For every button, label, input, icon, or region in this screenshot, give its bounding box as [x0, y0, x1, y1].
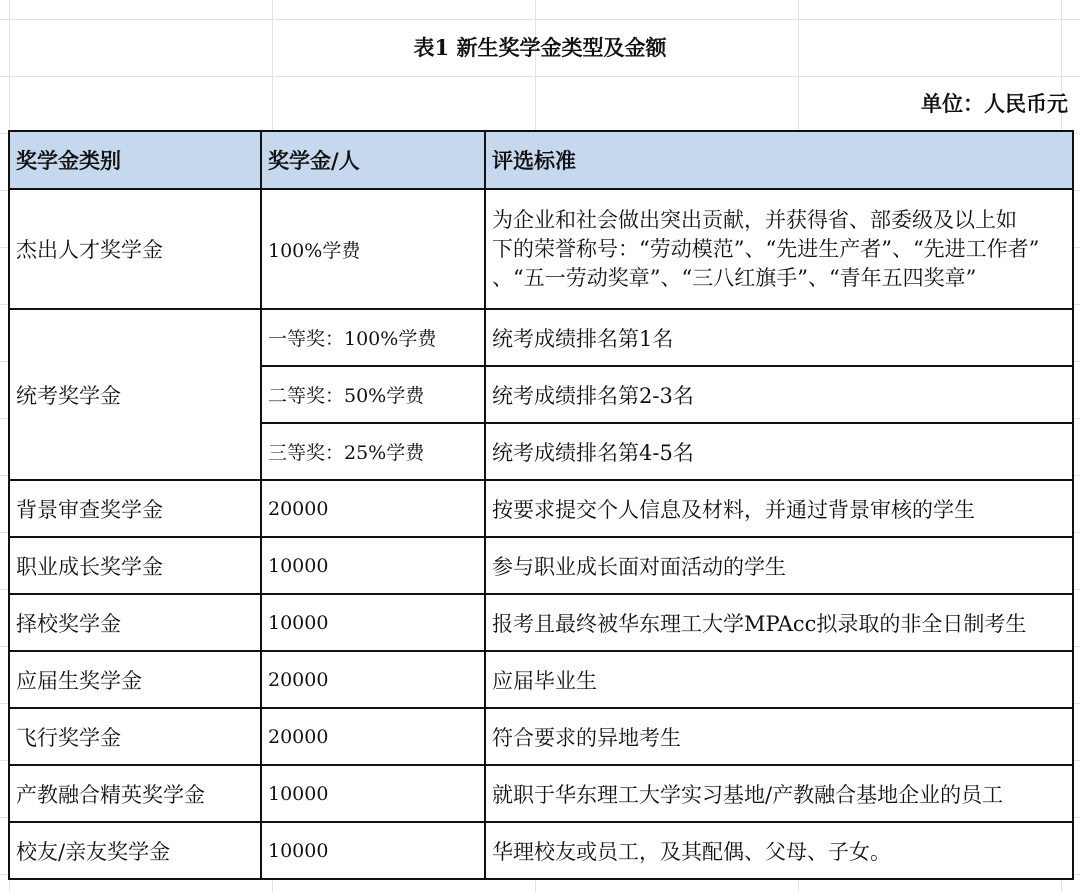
criteria-cell[interactable]: 华理校友或员工，及其配偶、父母、子女。: [485, 822, 1073, 879]
criteria-cell[interactable]: 统考成绩排名第4-5名: [485, 423, 1073, 480]
table-header-row: [9, 131, 1073, 189]
category-cell[interactable]: 应届生奖学金: [9, 651, 261, 708]
criteria-cell[interactable]: 统考成绩排名第1名: [485, 309, 1073, 366]
amount-cell[interactable]: 20000: [261, 651, 485, 708]
criteria-line: 为企业和社会做出突出贡献，并获得省、部委级及以上如: [492, 207, 1017, 232]
column-header-category[interactable]: 奖学金类别: [9, 131, 261, 189]
category-cell[interactable]: 校友/亲友奖学金: [9, 822, 261, 879]
column-header-criteria[interactable]: 评选标准: [485, 131, 1073, 189]
criteria-cell[interactable]: 参与职业成长面对面活动的学生: [485, 537, 1073, 594]
criteria-cell[interactable]: 统考成绩排名第2-3名: [485, 366, 1073, 423]
criteria-cell[interactable]: 符合要求的异地考生: [485, 708, 1073, 765]
category-cell[interactable]: 统考奖学金: [9, 309, 261, 480]
category-cell[interactable]: 产教融合精英奖学金: [9, 765, 261, 822]
category-cell[interactable]: 职业成长奖学金: [9, 537, 261, 594]
column-header-amount[interactable]: 奖学金/人: [261, 131, 485, 189]
table-row: [9, 480, 1073, 537]
amount-cell[interactable]: 20000: [261, 480, 485, 537]
scholarship-table: [8, 130, 1074, 880]
category-cell[interactable]: 飞行奖学金: [9, 708, 261, 765]
table-row: [9, 651, 1073, 708]
criteria-cell[interactable]: 应届毕业生: [485, 651, 1073, 708]
amount-cell[interactable]: 20000: [261, 708, 485, 765]
amount-cell[interactable]: 10000: [261, 822, 485, 879]
criteria-line: 下的荣誉称号：“劳动模范”、“先进生产者”、“先进工作者”: [492, 236, 1040, 261]
table-row: [9, 594, 1073, 651]
amount-cell[interactable]: 三等奖：25%学费: [261, 423, 485, 480]
table-row: [9, 537, 1073, 594]
table-row: [9, 189, 1073, 309]
table-title: 表1 新生奖学金类型及金额: [413, 35, 667, 60]
amount-cell[interactable]: 100%学费: [261, 189, 485, 309]
table-row: [9, 765, 1073, 822]
category-cell[interactable]: 择校奖学金: [9, 594, 261, 651]
amount-cell[interactable]: 10000: [261, 537, 485, 594]
table-row: [9, 822, 1073, 879]
criteria-cell[interactable]: 按要求提交个人信息及材料，并通过背景审核的学生: [485, 480, 1073, 537]
criteria-cell[interactable]: 报考且最终被华东理工大学MPAcc拟录取的非全日制考生: [485, 594, 1073, 651]
amount-cell[interactable]: 二等奖：50%学费: [261, 366, 485, 423]
table-row: [9, 309, 1073, 366]
currency-unit-label: 单位：人民币元: [921, 91, 1068, 116]
criteria-cell[interactable]: [485, 189, 1073, 309]
category-cell[interactable]: 背景审查奖学金: [9, 480, 261, 537]
amount-cell[interactable]: 10000: [261, 594, 485, 651]
amount-cell[interactable]: 一等奖：100%学费: [261, 309, 485, 366]
criteria-line: 、“五一劳动奖章”、“三八红旗手”、“青年五四奖章”: [492, 265, 977, 290]
criteria-cell[interactable]: 就职于华东理工大学实习基地/产教融合基地企业的员工: [485, 765, 1073, 822]
amount-cell[interactable]: 10000: [261, 765, 485, 822]
category-cell[interactable]: 杰出人才奖学金: [9, 189, 261, 309]
table-row: [9, 708, 1073, 765]
